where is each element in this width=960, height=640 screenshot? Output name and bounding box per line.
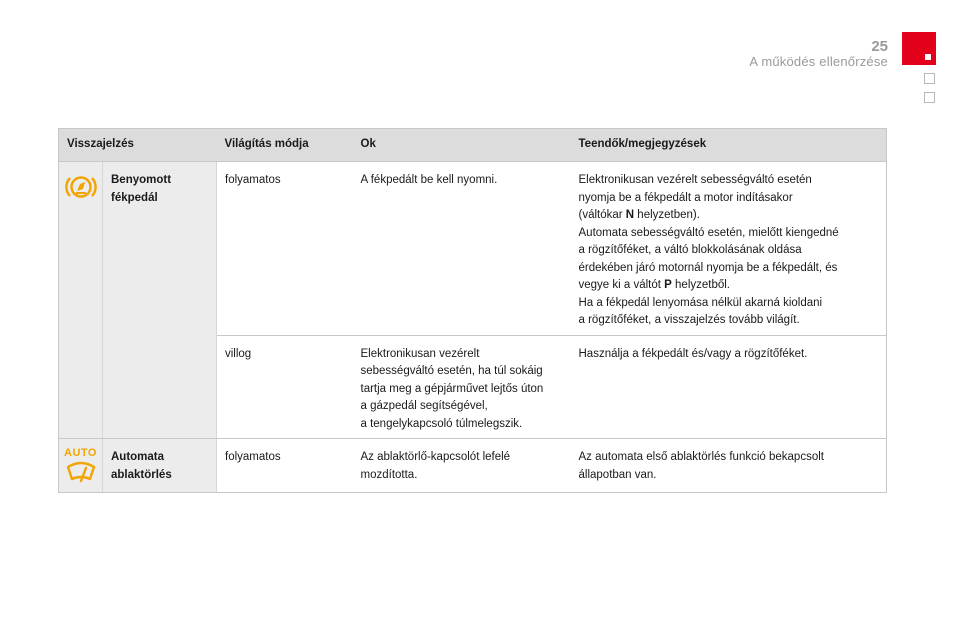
cause-line: sebességváltó esetén, ha túl sokáig: [360, 365, 543, 377]
action-line: Ha a fékpedál lenyomása nélkül akarná kioldani: [578, 296, 823, 309]
cause-line: tartja meg a gépjárművet lejtős úton: [360, 382, 544, 395]
nav-box-1[interactable]: [924, 73, 935, 84]
icon-cell: [59, 162, 103, 439]
table-row: [59, 439, 887, 493]
indicator-name: Benyomott fékpedál: [103, 162, 217, 439]
mode-cell: villog: [217, 335, 353, 439]
header-action: Teendők/megjegyzések: [571, 129, 887, 162]
action-line: nyomja be a fékpedált a motor indításakor: [578, 191, 793, 204]
nav-box-2[interactable]: [924, 92, 935, 103]
cause-cell: [353, 439, 571, 493]
header-cause: Ok: [353, 129, 571, 162]
action-cell: [571, 439, 887, 493]
action-line: állapotban van.: [578, 468, 657, 481]
cause-cell: [353, 335, 571, 439]
cause-line: Elektronikusan vezérelt: [360, 347, 480, 360]
table-header-row: [59, 129, 887, 162]
warning-lights-table: [58, 128, 887, 493]
action-line: a rögzítőféket, a váltó blokkolásának oldása: [578, 244, 802, 256]
action-line: Az automata első ablaktörlés funkció bekapcsolt: [578, 451, 824, 463]
section-title: A működés ellenőrzése: [749, 54, 888, 69]
cause-line: mozdította.: [360, 468, 418, 481]
chapter-marker-icon: [925, 54, 931, 60]
auto-wiper-icon: [64, 459, 98, 485]
auto-label: AUTO: [64, 447, 97, 459]
mode-cell: folyamatos: [217, 439, 353, 493]
cause-line: a tengelykapcsoló túlmelegszik.: [360, 417, 523, 430]
cause-line: a gázpedál segítségével,: [360, 400, 488, 412]
action-line: Automata sebességváltó esetén, mielőtt kiengedné: [578, 226, 839, 239]
action-line: érdekében járó motornál nyomja be a fékpedált, és: [578, 261, 838, 274]
indicator-name: Automata ablaktörlés: [103, 439, 217, 493]
action-cell: [571, 162, 887, 336]
action-line: a rögzítőféket, a visszajelzés tovább világít.: [578, 314, 800, 326]
table-row: [59, 162, 887, 336]
action-cell: Használja a fékpedált és/vagy a rögzítőféket.: [571, 335, 887, 439]
action-line: Elektronikusan vezérelt sebességváltó esetén: [578, 174, 812, 186]
chapter-tab[interactable]: [902, 32, 936, 65]
action-line: (váltókar N helyzetben).: [578, 209, 700, 221]
cause-cell: A fékpedált be kell nyomni.: [353, 162, 571, 336]
mode-cell: folyamatos: [217, 162, 353, 336]
page-number: 25: [871, 38, 888, 55]
header-mode: Világítás módja: [217, 129, 353, 162]
icon-cell: [59, 439, 103, 493]
cause-line: Az ablaktörlő-kapcsolót lefelé: [360, 451, 511, 463]
action-line: vegye ki a váltót P helyzetből.: [578, 279, 731, 291]
header-indicator: Visszajelzés: [59, 129, 217, 162]
brake-pedal-warning-icon: [64, 172, 98, 202]
